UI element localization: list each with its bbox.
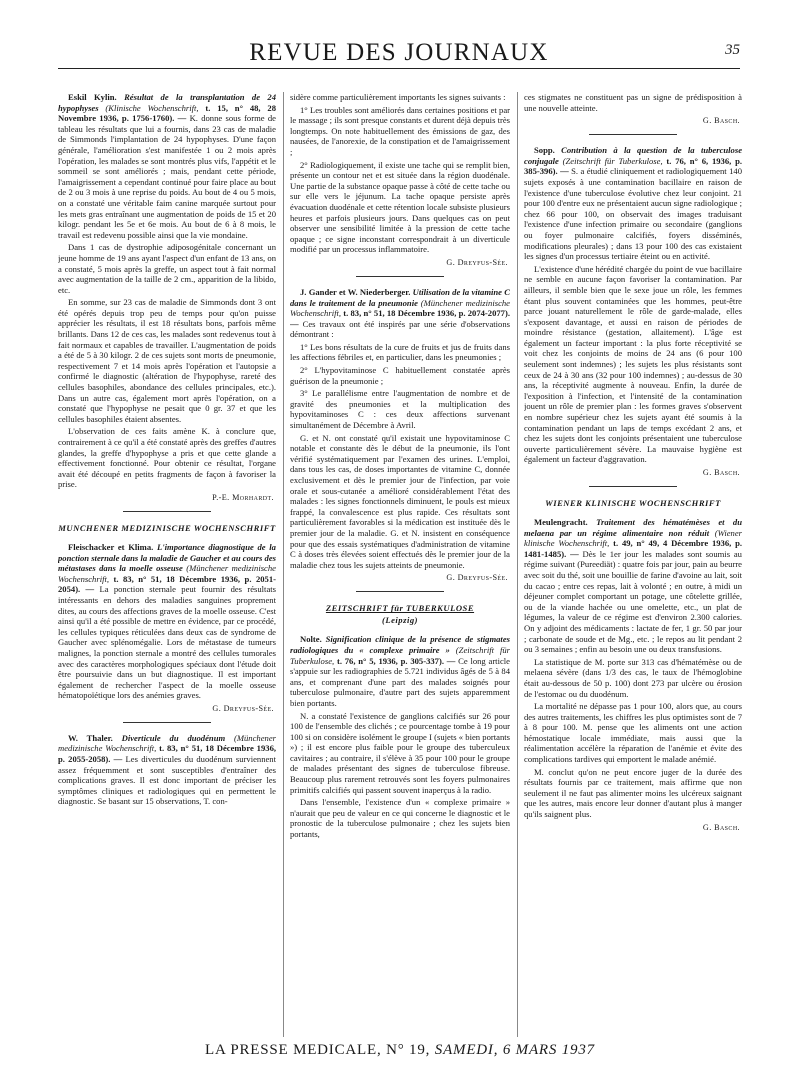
article-paragraph: ces stigmates ne constituent pas un signe de prédisposition à une nouvelle atteinte. — [524, 92, 742, 113]
section-heading: ZEITSCHRIFT für TUBERKULOSE — [325, 603, 475, 614]
article-author: Sopp. — [534, 145, 555, 156]
article-paragraph: 1° Les troubles sont améliorés dans certaines positions et par le massage ; ils sont presque constants et durent déjà depuis très longtemps. On note habituellement des émissions de gaz, des nausées, de l'anorexie, de la constipation et de l'amaigrissement ; — [290, 104, 510, 157]
article-paragraph: L'observation de ces faits amène K. à conclure que, contrairement à ce qu'il a été constaté après des greffes d'autres glandes, la greffe d'hypophyse a pris et que cette glande a effectivement fonctionné. Pour obtenir ce résultat, l'organe avait été découpé en petits fragments de façon à favoriser la prise. — [58, 426, 276, 490]
article-signature: G. Basch. — [702, 468, 740, 477]
article-author: J. Gander et W. Niederberger. — [300, 286, 411, 297]
separator-rule — [589, 134, 676, 135]
column-1 — [58, 92, 276, 1037]
page-number: 35 — [725, 42, 740, 58]
article-paragraph: G. et N. ont constaté qu'il existait une hypovitaminose C notable et constante dès le début de la pneumonie, ils l'ont vérifié systématiquement par l'examen des urines. L'emploi, dans tous les cas, de doses importantes de vitamine C, donnée exclusivement et dès le premier jour de l'infection, par voie orale et sous-cutanée a amélioré considérablement l'état des malades : les signes fonctionnels diminuent, le pouls est mieux frappé, la convalescence est plus rapide. Ces résultats sont particulièrement favorables si la médication est instituée dès le premier jour de la maladie. G. et N. insistent en conséquence pour que des essais systématiques d'administration de vitamine C à doses très élevées soient effectués dès le premier jour de la maladie chez tous les sujets atteints de pneumonie. — [290, 432, 510, 570]
separator-rule — [356, 591, 444, 592]
article-reference: t. 15, n° 48, 28 Novembre 1936, p. 1756-1760). — — [58, 102, 276, 124]
separator-rule — [356, 276, 444, 277]
article-paragraph: La statistique de M. porte sur 313 cas d'hématémèse ou de melaena sévère (dans 1/3 des cas, le taux de l'hémoglobine était au-dessous de 50 p. 100) dont 273 par ulcère ou érosion de l'estomac ou du duodénum. — [524, 656, 742, 699]
separator-rule — [589, 486, 676, 487]
article-body: K. donne sous forme de tableau les résultats que lui a fournis, dans 23 cas de maladie de Simmonds l'implantation de 24 hypophyses. D'une façon générale, l'amélioration s'est manifestée 1 ou 2 mois après l'opération, les malades se sont montrés plus vifs, l'appétit et le sommeil se sont améliorés ; mais, pendant cette période, l'amaigrissement a cependant continué pour faire place au bout de 2 ou 3 mois à une reprise du poids. Au bout de 4 ou 5 mois, on a constaté une véritable faim canine marquée surtout pour les mets gras entraînant une augmentation de poids de 15 et 20 kilogr. pendant les 5e et 6e mois. Au bout de 6 à 8 mois, le travail est redevenu possible ainsi que la vie mondaine. — [58, 113, 276, 240]
footer-date: SAMEDI, 6 MARS 1937 — [434, 1042, 595, 1058]
column-divider — [283, 92, 284, 1037]
column-divider — [517, 92, 518, 1037]
article-author: Nolte. — [300, 634, 322, 645]
article-fleischacker — [58, 542, 276, 701]
article-paragraph: 2° Radiologiquement, il existe une tache qui se remplit bien, présente un contour net et est située dans la région duodénale. Une partie de la substance opaque passe à côté de cette tache ou sur elle vers le jéjunum. La tache opaque persiste après évacuation duodénale et cette rétention locale subsiste plusieurs heures et parfois plusieurs jours. Dans quelques cas on peut observer une sensibilité limitée à la pression de cette tache opaque ; ce signe inconstant correspondrait à un diverticule modifié par un processus inflammatoire. — [290, 159, 510, 255]
article-reference: t. 83, n° 51, 18 Décembre 1936, p. 2051-2054). — — [58, 573, 276, 595]
column-3 — [524, 92, 742, 1037]
article-paragraph: La mortalité ne dépasse pas 1 pour 100, alors que, au cours des autres traitements, les chiffres les plus optimistes sont de 7 à 8 pour 100. M. pense que les aliments ont une action hémostatique locale immédiate, mais aussi que la réalimentation accélère la réparation de l'anémie et évite des complications tardives qui emportent le malade anémié. — [524, 701, 742, 765]
article-reference: t. 76, n° 6, 1936, p. 385-396). — — [524, 155, 742, 177]
article-author: Fleischacker et Klima. — [68, 541, 154, 552]
article-signature: G. Basch. — [702, 116, 740, 126]
journal-section-title: REVUE DES JOURNAUX — [249, 39, 549, 66]
article-reference: t. 49, n° 49, 4 Décembre 1936, p. 1481-1485). — — [524, 538, 742, 559]
article-source: (Klinische Wochenschrift, — [105, 102, 199, 113]
article-paragraph: 2° L'hypovitaminose C habituellement constatée après guérison de la pneumonie ; — [290, 365, 510, 386]
column-2 — [290, 92, 510, 1037]
article-paragraph: N. a constaté l'existence de ganglions calcifiés sur 26 pour 100 de l'ensemble des clichés ; ce pourcentage tombe à 19 pour 100 si on considère isolément le groupe I (sujets « bien portants ») ; il est encore plus faible pour le groupe des tuberculeux cavitaires ; au contraire, il s'élève à 35 pour 100 pour le groupe de malades présentant des signes de tuberculose fibreuse. Beaucoup plus rarement retrouvés sont les foyers pulmonaires primitifs calcifiés qui passent souvent inaperçus à la radio. — [290, 710, 510, 795]
footer-journal: LA PRESSE MEDICALE, — [205, 1042, 382, 1058]
article-author: Meulengracht. — [534, 517, 588, 527]
article-title: Traitement des hématémèses et du melaena par un régime alimentaire non réduit — [524, 517, 742, 538]
article-nolte — [290, 634, 510, 708]
section-heading: MUNCHENER MEDIZINISCHE WOCHENSCHRIFT — [58, 522, 276, 533]
article-paragraph: En somme, sur 23 cas de maladie de Simmonds dont 3 ont été opérés depuis trop peu de temps pour qu'on puisse apprécier les résultats, il est 18 résultats bons, parfois même brillants. Dans 12 de ces cas, les malades sont redevenus tout à fait normaux et capables de travailler. L'augmentation de poids a été de 5 à 30 kilogr. 2 de ces sujets sont morts de pneumonie, respectivement 7 et 14 mois après l'opération et l'autopsie a confirmé le diagnostic (altération de l'hypophyse, rareté des cellules basophiles, abondance des cellules principales, etc.). Dans un autre cas, également mort après l'opération, on a constaté que l'hypophyse ne pesait que 0 gr. 37 et que les cellules basophiles étaient absentes. — [58, 297, 276, 424]
article-source: (Zeitschrift für Tuberkulose, — [562, 155, 663, 166]
article-title: Signification clinique de la présence de stigmates radiologiques du « complexe primaire » — [290, 634, 510, 655]
article-body: Dès le 1er jour les malades sont soumis au régime suivant (Pureediät) : quatre fois par jour, pain au beurre avec soit du thé, soit une bouillie de farine d'avoine au lait, soit du cacao ; entre ces repas, lait à volonté ; en outre, à midi un déjeuner complet comportant un potage, une côtelette grillée, ou de la viande hachée ou une omelette, etc., un plat de légumes, la valeur de ce régime est d'environ 2.300 calories. On y adjoint des médicaments : lactate de fer, 1 gr. 50 par jour ; carbonate de soude et de Mg., etc. ; le repos au lit pendant 2 ou 3 semaines ; enfin au besoin une ou deux transfusions. — [524, 548, 742, 655]
article-paragraph: Dans l'ensemble, l'existence d'un « complexe primaire » n'aurait que peu de valeur en ce qui concerne le diagnostic et le pronostic de la tuberculose pulmonaire ; chez les sujets bien portants, — [290, 797, 510, 840]
article-author: Eskil Kylin. — [68, 92, 117, 102]
article-title: Diverticule du duodénum — [121, 732, 226, 743]
article-body: Ce long article s'appuie sur les radiographies de 5.721 individus âgés de 5 à 84 ans, et comprenant d'une part des malades soignés pour tuberculose pulmonaire, d'autre part des sujets apparemment bien portants. — [290, 655, 510, 708]
article-body: S. a étudié cliniquement et radiologiquement 140 sujets exposés à une contamination bacillaire en raison de l'existence d'une tuberculose évolutive chez leur conjoint. 21 pour 100 d'entre eux ne présentaient aucun signe radiologique ; chez 66 pour 100, on observait des images traduisant l'existence d'une infection primaire ou secondaire (ganglions ou foyer pulmonaire calcifiés, foyers disséminés, modifications pleurales) ; dans 13 pour 100 des cas existaient les signes d'un processus tertiaire éteint ou en activité. — [524, 166, 742, 262]
article-paragraph: L'existence d'une hérédité chargée du point de vue bacillaire ne semble en aucune façon favoriser la contamination. Par ailleurs, il semble bien que le sexe joue un rôle, les femmes étant plus souvent contaminées que les hommes, peut-être parce jouant naturellement le rôle de garde-malade, elles s'exposent davantage, et aussi en raison de périodes de moindre résistance (gestation, allaitement). L'âge est également un facteur important : la plus forte réceptivité se voit chez les conjoints de moins de 24 ans (6 pour 100 seulement sont indemnes) ; les sujets les plus résistants sont ceux de 24 à 30 ans (32 pour 100 indemnes) ; au-dessus de 30 ans, la réceptivité augmente à nouveau. Enfin, la durée de l'exposition à l'infection, et l'intensité de la contamination jouent un rôle de premier plan : les formes graves s'observent en nombre supérieur chez les sujets ayant été soumis à la contamination pendant un laps de temps excédant 2 ans, et chez les sujets dont les conjoints présentaient une tuberculose ouverte particulièrement sévère. La mauvaise hygiène est également un facteur d'aggravation. — [524, 263, 742, 465]
section-heading: WIENER KLINISCHE WOCHENSCHRIFT — [545, 498, 721, 508]
article-sopp — [524, 145, 742, 262]
article-paragraph: M. conclut qu'on ne peut encore juger de la durée des résultats fournis par ce traitement, mais affirme que non seulement il ne faut pas alimenter moins les ulcéreux saignant que les autres, mais encore leur donner d'autant plus à manger qu'ils saignent plus. — [524, 766, 742, 820]
article-paragraph: sidère comme particulièrement importants les signes suivants : — [290, 92, 506, 102]
article-reference: t. 83, n° 51, 18 Décembre 1936, p. 2074-2077). — — [290, 308, 510, 329]
separator-rule — [123, 511, 210, 512]
article-signature: G. Basch. — [702, 822, 740, 832]
article-signature: G. Dreyfus-Sée. — [446, 257, 508, 267]
article-paragraph: 3° Le parallélisme entre l'augmentation de nombre et de gravité des pneumonies et la multiplication des hypovitaminoses C : ces deux affections survenant simultanément de Décembre à Avril. — [290, 388, 510, 431]
separator-rule — [123, 722, 210, 723]
article-signature: G. Dreyfus-Sée. — [212, 703, 274, 713]
article-columns — [58, 92, 742, 1037]
article-thaler — [58, 733, 276, 807]
article-source: (Münchener medizinische Wochenschrift, — [58, 732, 276, 754]
article-source: (Münchener medizinische Wochenschrift, — [58, 563, 276, 584]
article-title: Résultat de la transplantation de 24 hypophyses — [58, 92, 276, 113]
article-body: Les diverticules du duodénum surviennent assez fréquemment et sont susceptibles d'entraîner des complications graves. Il est donc important de préciser les symptômes cliniques et radiologiques qui en permettent le diagnostic. Se basant sur 15 observations, T. con- — [58, 754, 276, 807]
article-meulengracht — [524, 517, 742, 655]
article-source: (Zeitschrift für Tuberkulose, — [290, 644, 510, 666]
page-footer — [0, 1042, 800, 1059]
page-header — [58, 38, 740, 69]
article-gander — [290, 287, 510, 340]
article-author: W. Thaler. — [68, 732, 113, 743]
article-body: La ponction sternale peut fournir des résultats intéressants en dehors des maladies sanguines proprement dites, au cours des affections graves de la moelle osseuse. C'est ainsi qu'il a été possible de mettre en évidence, par ce procédé, les cellules typiques réticulées dans deux cas de syndrome de Gaucher avec splénomégalie. Lors de métastase de tumeurs malignes, la ponction sternale a montré des cellules tumorales avec des caractères morphologiques spéciaux dont l'étude doit être poursuivie dans un but diagnostique. Il est important également de rechercher l'aspect de la moelle osseuse hématopoïétique lors des anémies graves. — [58, 584, 276, 701]
article-reference: t. 83, n° 51, 18 Décembre 1936, p. 2055-2058). — — [58, 743, 276, 765]
article-paragraph: 1° Les bons résultats de la cure de fruits et jus de fruits dans les affections fébriles et, en particulier, dans les pneumonies ; — [290, 341, 510, 363]
article-source: (Münchener medizinische Wochenschrift, — [290, 297, 510, 319]
article-kylin — [58, 92, 276, 240]
footer-issue: N° 19, — [386, 1042, 431, 1058]
article-source: (Wiener klinische Wochenschrift, — [524, 527, 742, 549]
article-reference: t. 76, n° 5, 1936, p. 305-337). — — [336, 655, 456, 666]
section-subheading: (Leipzig) — [381, 615, 418, 626]
article-title: L'importance diagnostique de la ponction sternale dans la maladie de Gaucher et au cours des métastases dans la moelle osseuse — [58, 541, 276, 574]
article-title: Utilisation de la vitamine C dans le traitement de la pneumonie — [290, 286, 510, 308]
article-body: Ces travaux ont été inspirés par une série d'observations démontrant : — [290, 318, 510, 340]
article-signature: P.-E. Morhardt. — [212, 492, 274, 502]
article-paragraph: Dans 1 cas de dystrophie adiposogénitale concernant un jeune homme de 19 ans ayant l'aspect d'un enfant de 13 ans, on a constaté, 5 mois après la greffe, un aspect tout à fait normal avec augmentation de la taille de 2 cm., apparition de la libido, etc. — [58, 242, 276, 295]
article-title: Contribution à la question de la tuberculose conjugale — [524, 145, 742, 166]
article-signature: G. Dreyfus-Sée. — [446, 573, 508, 583]
